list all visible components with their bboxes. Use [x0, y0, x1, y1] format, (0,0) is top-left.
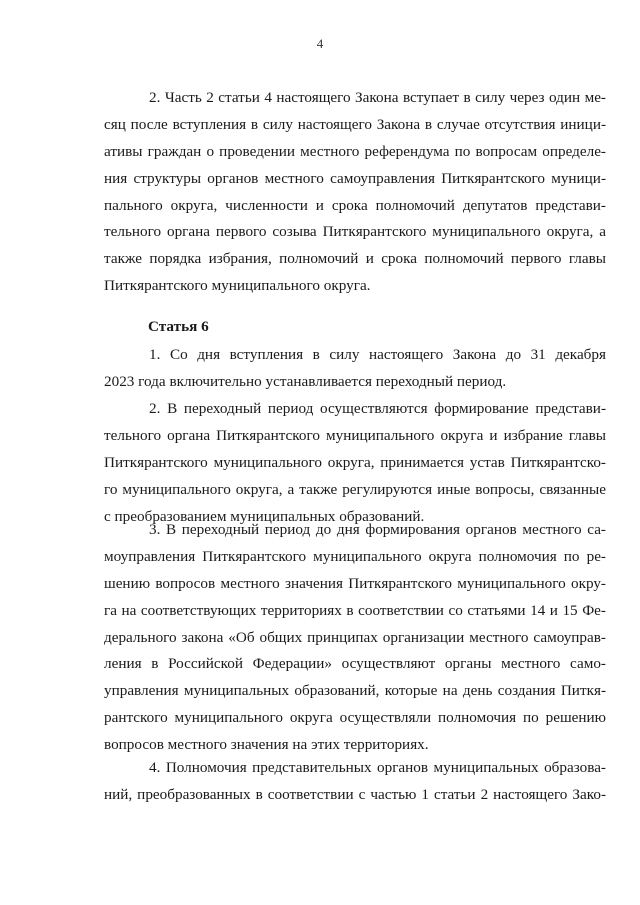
text-line: 2. Часть 2 статьи 4 настоящего Закона вступает в силу через один ме- — [149, 89, 606, 106]
text-line: Питкярантского муниципального округа, принимается устав Питкярантско- — [104, 453, 606, 471]
paragraph-2 — [104, 85, 606, 300]
page-number: 4 — [316, 36, 324, 51]
text-line: управления муниципальных образований, которые на день создания Питкя- — [104, 682, 606, 700]
text-line: ния структуры органов местного самоуправления Питкярантского муници- — [104, 169, 606, 187]
text-line: с преобразованием муниципальных образований. — [104, 507, 425, 525]
text-line: шению вопросов местного значения Питкярантского муниципального окру- — [104, 574, 606, 592]
text-line: ления в Российской Федерации» осуществляют органы местного само- — [104, 655, 606, 673]
text-line: 2023 года включительно устанавливается переходный период. — [104, 372, 507, 390]
text-line: Питкярантского муниципального округа. — [104, 277, 371, 295]
text-line: моуправления Питкярантского муниципального округа полномочия по ре- — [104, 547, 606, 565]
text-line: ативы граждан о проведении местного референдума по вопросам определе- — [104, 142, 606, 160]
text-line: го муниципального округа, а также регулируются иные вопросы, связанные — [104, 480, 606, 498]
text-line: также порядка избрания, полномочий и срока полномочий первого главы — [104, 250, 606, 268]
article-heading: Статья 6 — [148, 318, 209, 335]
article-6-part-2 — [104, 396, 606, 530]
article-6-part-3 — [104, 517, 606, 759]
text-line: 1. Со дня вступления в силу настоящего Закона до 31 декабря — [149, 346, 606, 363]
text-line: сяц после вступления в силу настоящего Закона в случае отсутствия иници- — [104, 115, 606, 133]
text-line: пального округа, численности и срока полномочий депутатов представи- — [104, 196, 606, 214]
text-line: 4. Полномочия представительных органов муниципальных образова- — [149, 759, 606, 776]
text-line: вопросов местного значения на этих территориях. — [104, 736, 429, 754]
text-line: га на соответствующих территориях в соответствии со статьями 14 и 15 Фе- — [104, 601, 606, 619]
text-line: 3. В переходный период до дня формирования органов местного са- — [149, 521, 606, 538]
text-line: тельного органа Питкярантского муниципального округа и избрание главы — [104, 426, 606, 444]
text-line: дерального закона «Об общих принципах организации местного самоуправ- — [104, 628, 606, 646]
text-line: тельного органа первого созыва Питкярантского муниципального округа, а — [104, 223, 606, 241]
text-line: ний, преобразованных в соответствии с частью 1 статьи 2 настоящего Зако- — [104, 785, 606, 803]
text-line: рантского муниципального округа осуществляли полномочия по решению — [104, 709, 606, 727]
article-6-part-1 — [104, 342, 606, 396]
text-line: 2. В переходный период осуществляются формирование представи- — [149, 400, 606, 417]
article-6-part-4 — [104, 755, 606, 809]
